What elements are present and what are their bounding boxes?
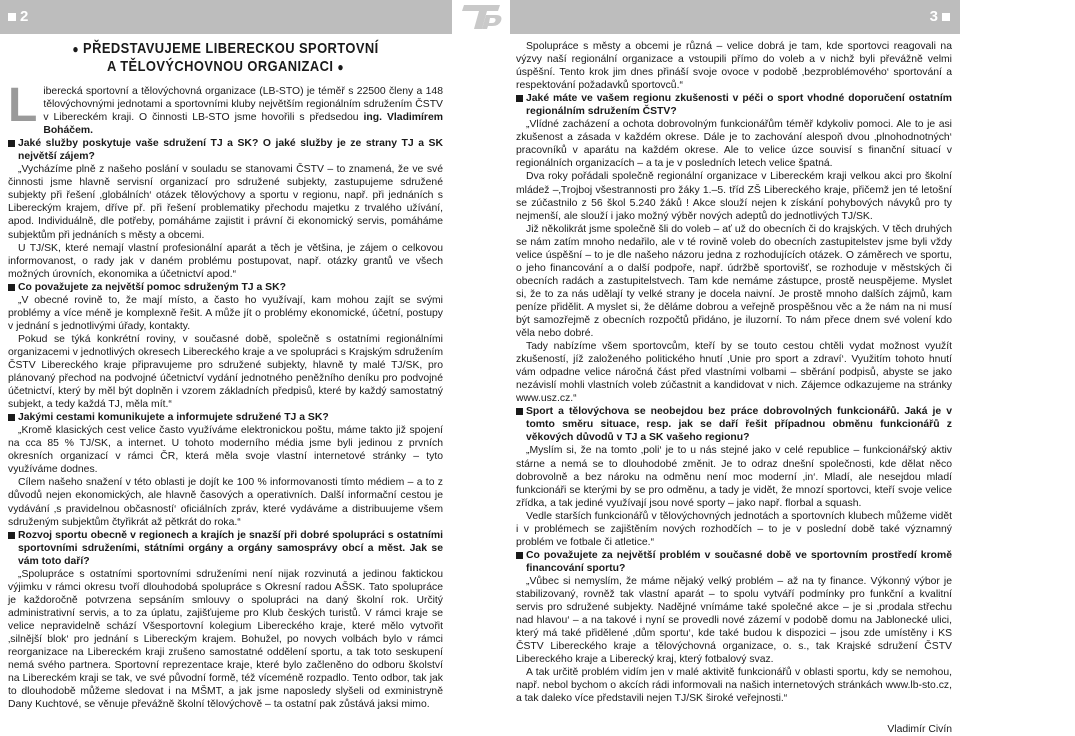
left-column xyxy=(8,40,443,711)
answer-paragraph: U TJ/SK, které nemají vlastní profesionální aparát a těch je většina, je zájem o celkovou informovanost, o rady jak v daném problému postupovat, např. otázky grantů ve všech možných úrovních, ekonomika a účetnictví apod.“ xyxy=(8,242,443,280)
issue-number: 8 / 2007 xyxy=(1037,7,1075,42)
article-title xyxy=(38,40,412,76)
right-column xyxy=(516,40,952,736)
answer-paragraph: Spolupráce s městy a obcemi je různá – velice dobrá je tam, kde sportovci reagovali na výzvy naší regionální organizace a vstoupili přímo do voleb a v nichž byli převážně velmi úspěšní. Tento krok jim dnes přináší svoje ovoce v podobě ‚bezproblémového‘ sportování a respektování požadavků sportovců.“ xyxy=(516,41,952,92)
answer-paragraph: Pokud se týká konkrétní roviny, v současné době, společně s ostatními regionálními organizacemi v jednotlivých okresech Libereckého kraje a ve spolupráci s Krajským sdružením ČSTV Libereckého kraje připravujeme pro sdružené subjekty, hlavně ty malé TJ/SK, pro plánovaný přechod na podvojné účetnictví vydání jednotného peněžního deníku pro podvojné účetnictví, který by měl být doplněn i vzorem základních předpisů, které by každý samostatný subjekt, a tedy každá TJ, měla mít.“ xyxy=(8,333,443,411)
question-1-text: Jaké služby poskytuje vaše sdružení TJ a SK? O jaké služby je ze strany TJ a SK největší zájem? xyxy=(18,138,443,163)
square-bullet-icon xyxy=(8,284,15,291)
square-bullet-icon xyxy=(8,13,16,21)
answer-paragraph: „Kromě klasických cest velice často využíváme elektronickou poštu, máme takto již spojení na cca 85 % TJ/SK, a internet. U tohoto moderního média jsme byli jedinou z prvních okresních organizací v rámci ČR, která měla svoje vlastní internetové stránky – tyto využíváme dodnes. xyxy=(8,425,443,476)
question-7-text: Co považujete za největší problém v současné době ve sportovním prostředí kromě financování sportu? xyxy=(526,549,952,574)
answer-paragraph: A tak určitě problém vidím jen v malé aktivitě funkcionářů v oblasti sportu, kdy se nemohou, např. nebol bychom o akcích rádi informovali na našich internetových stránkách www.lb-sto.cz, a tak daleko více představili nejen TJ/SK široké veřejnosti.“ xyxy=(516,667,952,705)
magazine-logo xyxy=(452,0,510,34)
page-number-right xyxy=(930,8,950,25)
header-left-band xyxy=(0,0,452,34)
question-4 xyxy=(8,529,443,568)
answer-paragraph: „Vůbec si nemyslím, že máme nějaký velký problém – až na ty finance. Výkonný výbor je stabilizovaný, rovněž tak vlastní aparát – to spolu vytváří podmínky pro funkční a kvalitní servis pro sdružené subjekty. Nadějné vnímáme také společné akce – je si ‚prodala střechu nad hlavou‘ – a na takové i nyní se provedli nové zázemí v podobě domu na Jablonecké ulici, který má také přidělené ‚dům sportu‘, kde také budou k dispozici – jsou zde umístěny i KS ČSTV Libereckého kraje a tělovýchovná organizace, o. s., tak Krajské sdružení ČSTV Libereckého kraje a Liberecký kraj, který fotbalový svaz. xyxy=(516,575,952,666)
question-7 xyxy=(516,549,952,575)
question-3-text: Jakými cestami komunikujete a informujete sdružené TJ a SK? xyxy=(18,412,329,424)
question-2-text: Co považujete za největší pomoc sdruženým TJ a SK? xyxy=(18,281,286,293)
round-bullet-icon: ● xyxy=(337,60,345,74)
square-bullet-icon xyxy=(8,532,15,539)
answer-paragraph: Tady nabízíme všem sportovcům, kteří by se touto cestou chtěli vydat možnost využít zkušeností, jíž založeného politického hnutí ‚Unie pro sport a zdraví‘. Využitím tohoto hnutí vám odpadne velice náročná část před vlastními volbami – sběrání podpisů, abyste se jako nezávislí mohli vlastních voleb zúčastnit a kandidovat v nich. Zájemce odkazujeme na stránky www.usz.cz.“ xyxy=(516,341,952,405)
answer-paragraph: „Spolupráce s ostatními sportovními sdruženími není nijak rozvinutá a jedinou faktickou výjimku v rámci okresu tvoří dlouhodobá spolupráce s Okresní radou AŠSK. Tato spolupráce je každoročně potvrzena sepsáním smlouvy o spolupráci na daný školní rok. Určitý administrativní servis, a to za úplatu, zajišťujeme pro Klub českých turistů. V rámci kraje se velice nepravidelně schází Všesportovní kolegium Libereckého kraje, které mělo vytvořit ‚silnější blok‘ pro jednání s Libereckým krajem. Bohužel, po novych volbách bylo v rámci reorganizace na Libereckém kraji zrušeno samostatné oddělení sportu, a tak toto seskupení nemá svého partnera. Sportovní reprezentace kraje, které bylo začleněno do odboru školství na Libereckém kraji se tak, ve své původní formě, též víceméně rozpadlo. Tento odbor, tak jak to dlouhodobě můžeme sledovat i na MŠMT, a jak jsme naposledy slyšeli od exministryně Dany Kuchtové, se věnuje převážně školní tělovýchově – ta ostatní pak zůstává jaksi mimo. xyxy=(8,568,443,711)
title-line-2-text: A TĚLOVÝCHOVNOU ORGANIZACI xyxy=(106,58,334,75)
answer-paragraph: „Myslím si, že na tomto ‚poli‘ je to u nás stejné jako v celé republice – funkcionářský aktiv stárne a nemá se to dlouhodobé změnit. Je to odraz dnešní společnosti, kde dělat něco dobrovolně a bez nároku na odměnu není moc moderní ‚in‘. Mladí, ale nesejdou mladí funkcionáři se kterými by se pro odměnu, a tady je vidět, že mnozí sportovci, kteří svoje velice zřídka, a tak jediné využívají jsou nové sporty – jako např. florbal a squash. xyxy=(516,445,952,509)
square-bullet-icon xyxy=(516,408,523,415)
page-number-left-text: 2 xyxy=(20,8,29,25)
square-bullet-icon xyxy=(516,95,523,102)
answer-paragraph: Již několikrát jsme společně šli do voleb – ať už do obecních či do krajských. V těch druhých se nám zatím mnoho nedařilo, ale v té rovině voleb do obecních zastupitelstev jsme byli vždy velice úspěšní – to je dle našeho názoru jedna z rozhodujících otázek. O záměrech ve sportu, o jeho financování a o další podpoře, např. údržbě sportovišť, se rozhoduje v městských či obecních radách a zastupitelstvech. Tam kde nemáme zástupce, prostě neuspějeme. Myslet si, že to za nás udělají ty velké strany je docela naivní. Je prostě mnoho dalších zájmů, kam peníze přidělit. A myslet si, že děláme dobrou a veřejně prospěšnou věc a že nám na ni musí být samozřejmě z obecních rozpočtů přidáno, je iluzorní. To nám přece dnem své volení kdo věla nebo dobré. xyxy=(516,223,952,340)
question-6 xyxy=(516,405,952,444)
intro-paragraph xyxy=(8,79,443,137)
answer-paragraph: „Vycházíme plně z našeho poslání v souladu se stanovami ČSTV – to znamená, že ve své činnosti jsme hlavně servisní organizací pro sdružené subjekty, zastupujeme sdružené subjekty při řešení ‚globálních‘ otázek tělovýchovy a sportu v regionu, např. při jednáních s Libereckým krajem, dříve př. při řešení problematiky přechodu majetku z trvalého užívání, apod. Individuálně, dle potřeby, pomáháme zajistit i právní či ekonomický servis, pomáháme subjektům při jednáních s městy a obcemi. xyxy=(8,164,443,241)
question-2 xyxy=(8,281,443,294)
answer-paragraph: Vedle starších funkcionářů v tělovýchovných jednotách a sportovních klubech můžeme vidět i v problémech se zajištěním nových rozhodčích – to je v poslední době také významný problém ve fotbale či atletice.“ xyxy=(516,510,952,548)
page-number-left xyxy=(8,8,28,25)
answer-paragraph: „V obecné rovině to, že mají místo, a často ho využívají, kam mohou zajít se svými problémy a více méně je komplexně řešit. A může jít o problémy ekonomické, účetní, postupy v jednání s jednotlivými úřady, kontakty. xyxy=(8,294,443,332)
question-3 xyxy=(8,411,443,424)
page-header xyxy=(0,0,1075,42)
square-bullet-icon xyxy=(8,414,15,421)
title-line-1 xyxy=(38,40,412,58)
header-right-band xyxy=(510,0,1075,42)
author-signature: Vladimír Civín xyxy=(887,724,952,736)
question-1 xyxy=(8,137,443,163)
square-bullet-icon xyxy=(942,13,950,21)
interviewee-name: ing. Vladimírem Boháčem. xyxy=(43,112,443,137)
answer-paragraph: „Vlídné zacházení a ochota dobrovolným funkcionářům téměř kdykoliv pomoci. Ale to je asi zkušenost a zásada v každém okrese. Dále je to zachování alespoň dvou ‚plnohodnotných‘ pracovníků v aparátu na každém okrese. Ale to velice úzce souvisí s finanční situací v regionálních organizacích – a ta je v posledních letech velice špatná. xyxy=(516,119,952,170)
page-number-right-text: 3 xyxy=(929,8,938,25)
answer-paragraph: Dva roky pořádali společně regionální organizace v Libereckém kraji velkou akci pro školní mládež –‚Trojboj všestrannosti pro žáky 1.–5. tříd ZŠ Libereckého kraje, přičemž jen té letošní se zúčastnilo z 56 škol 5.240 žáků ! Akce slouží nejen k získání pohybových návyků pro ty nejmenší, ale slouží i jako možný výběr nových adeptů do jednotlivých TJ/SK. xyxy=(516,171,952,222)
question-6-text: Sport a tělovýchova se neobejdou bez práce dobrovolných funkcionářů. Jaká je v tomto směru situace, resp. jak se daří řešit případnou obměnu funkcionářů z věkových důvodů v TJ a SK vašeho regionu? xyxy=(526,406,952,444)
round-bullet-icon: ● xyxy=(72,42,80,56)
title-line-2 xyxy=(38,58,412,76)
answer-paragraph: Cílem našeho snažení v této oblasti je dojít ke 100 % informovanosti tímto médiem – a to z důvodů nejen ekonomických, ale hlavně časových a operativních. Další informační cestou je vydávání ‚s pravidelnou občasností‘ oficiálních zpráv, které vydáváme a distribuujeme všem sdruženým subjektům čtyřikrát až pětkrát do roka.“ xyxy=(8,477,443,528)
tp-logo-icon xyxy=(460,3,504,31)
square-bullet-icon xyxy=(516,552,523,559)
intro-text: iberecká sportovní a tělovýchovná organizace (LB-STO) je téměř s 22500 členy a 148 tělovýchovnými jednotami a sportovními kluby největším regionálním sdružením ČSTV v Libereckém kraji. O činnosti LB-STO jsme hovořili s předsedou xyxy=(43,86,443,124)
drop-cap: L xyxy=(8,79,38,132)
question-4-text: Rozvoj sportu obecně v regionech a krajích je snazší při dobré spolupráci s ostatními sportovními sdruženími, státními orgány a orgány samosprávy obcí a měst. Jak se vám toto daří? xyxy=(18,529,443,567)
question-5 xyxy=(516,92,952,118)
title-line-1-text: PŘEDSTAVUJEME LIBERECKOU SPORTOVNÍ xyxy=(83,40,379,57)
square-bullet-icon xyxy=(8,140,15,147)
question-5-text: Jaké máte ve vašem regionu zkušenosti v péči o sport vhodné doporučení ostatním regionálním sdružením ČSTV? xyxy=(526,93,952,118)
